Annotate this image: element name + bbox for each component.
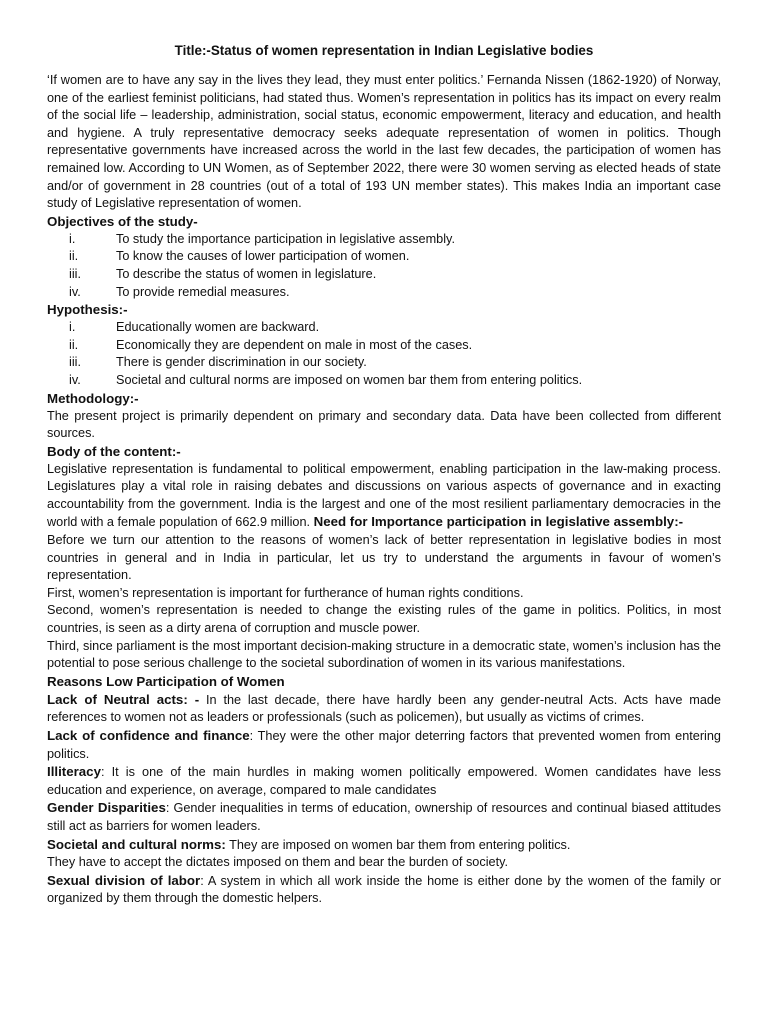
list-item: [47, 231, 721, 249]
list-item: [47, 337, 721, 355]
reason-text: : A system in which all work inside the home is either done by the women of the family or organized by them through the domestic helpers.: [47, 873, 721, 906]
list-number: ii.: [69, 337, 79, 352]
reason-label: Societal and cultural norms:: [47, 836, 226, 852]
list-item-text: To know the causes of lower participation of women.: [116, 249, 410, 264]
reason-item: [47, 691, 721, 727]
list-item: [47, 354, 721, 372]
list-item-text: Economically they are dependent on male in most of the cases.: [116, 337, 473, 352]
body-heading: Body of the content:-: [47, 443, 181, 459]
body-text: Legislative representation is fundamental to political empowerment, enabling participation in the law-making process. Legislatures play a vital role in raising debates and discussions on various aspects of governance and in exacting accountability from the government. India is the largest and one of the most resilient parliamentary democracies in the world with a female population of 662.9 million.: [47, 461, 721, 530]
objectives-heading: Objectives of the study-: [47, 213, 198, 229]
reason-item: [47, 836, 721, 855]
methodology-paragraph: The present project is primarily dependent on primary and secondary data. Data have been collected from different sources.: [47, 408, 721, 441]
reason-label: Lack of confidence and finance: [47, 728, 250, 743]
list-item-text: There is gender discrimination in our society.: [116, 355, 367, 370]
argument-paragraph: First, women’s representation is important for furtherance of human rights conditions.: [47, 585, 524, 600]
objectives-list: [47, 231, 721, 301]
list-item: [47, 266, 721, 284]
hypothesis-heading: Hypothesis:-: [47, 302, 128, 318]
list-item-text: To describe the status of women in legislature.: [116, 266, 377, 281]
list-number: iv.: [69, 372, 81, 387]
need-heading: Need for Importance participation in legislative assembly:-: [313, 514, 684, 530]
document-title: Title:-Status of women representation in Indian Legislative bodies: [174, 43, 594, 58]
list-number: iv.: [69, 284, 81, 299]
reason-label: Illiteracy: [47, 764, 101, 780]
list-item-text: To study the importance participation in legislative assembly.: [116, 231, 455, 246]
reason-label: Gender Disparities: [47, 800, 166, 816]
argument-paragraph: Third, since parliament is the most important decision-making structure in a democratic state, women’s inclusion has the potential to pose serious challenge to the societal subordination of women in its various manifestations.: [47, 638, 721, 671]
list-item: [47, 248, 721, 266]
list-item-text: Educationally women are backward.: [116, 320, 320, 335]
list-number: iii.: [69, 266, 81, 281]
list-item: [47, 319, 721, 337]
argument-paragraph: Before we turn our attention to the reasons of women’s lack of better representation in legislative bodies in most countries in general and in India in particular, let us try to understand the arguments in favour of women’s representation.: [47, 533, 721, 583]
reason-text: In the last decade, there have hardly been any gender-neutral Acts. Acts have made references to women not as leaders or professionals (such as policemen), but usually as victims of crimes.: [47, 692, 721, 725]
list-number: iii.: [69, 355, 81, 370]
list-number: i.: [69, 231, 76, 246]
reason-text: : They were the other major deterring factors that prevented women from entering politics.: [47, 729, 721, 761]
reason-item: [47, 872, 721, 908]
body-paragraph: [47, 461, 721, 532]
methodology-heading: Methodology:-: [47, 390, 139, 406]
hypothesis-list: [47, 319, 721, 389]
reason-text: : Gender inequalities in terms of education, ownership of resources and continual biased attitudes still act as barriers for women leaders.: [47, 801, 721, 833]
list-item-text: To provide remedial measures.: [116, 284, 290, 299]
reason-item: [47, 763, 721, 799]
reason-item: [47, 799, 721, 835]
list-item: [47, 372, 721, 390]
intro-paragraph: ‘If women are to have any say in the lives they lead, they must enter politics.’ Fernanda Nissen (1862-1920) of Norway, one of the earliest feminist politicians, had stated thus. Women’s representation in politics has its impact on every realm of the social life – leadership, administration, social status, economic empowerment, literacy and education, and health and hygiene. A truly representative democracy seeks adequate representation of women in politics. Though representative governments have increased across the world in the last few decades, the participation of women has remained low. According to UN Women, as of September 2022, there were 30 women serving as elected heads of state and/or of government in 28 countries (out of a total of 193 UN member states). This makes India an important case study of Legislative representation of women.: [47, 73, 721, 211]
reason-item: [47, 727, 721, 763]
reason-text: They are imposed on women bar them from entering politics.: [225, 837, 571, 852]
argument-paragraph: Second, women’s representation is needed to change the existing rules of the game in politics. Politics, in most countries, is seen as a dirty arena of corruption and muscle power.: [47, 603, 721, 636]
reason-label: Sexual division of labor: [47, 872, 201, 888]
list-item: [47, 284, 721, 302]
list-item-text: Societal and cultural norms are imposed on women bar them from entering politics.: [116, 372, 583, 387]
reason-text: They have to accept the dictates imposed on them and bear the burden of society.: [47, 855, 509, 870]
reason-text: : It is one of the main hurdles in making women politically empowered. Women candidates have less education and experience, on average, compared to male candidates: [47, 765, 721, 797]
list-number: ii.: [69, 249, 79, 264]
reason-label: Lack of Neutral acts: -: [47, 691, 200, 707]
reason-item: [47, 854, 721, 872]
reasons-heading: Reasons Low Participation of Women: [47, 673, 285, 689]
list-number: i.: [69, 320, 76, 335]
